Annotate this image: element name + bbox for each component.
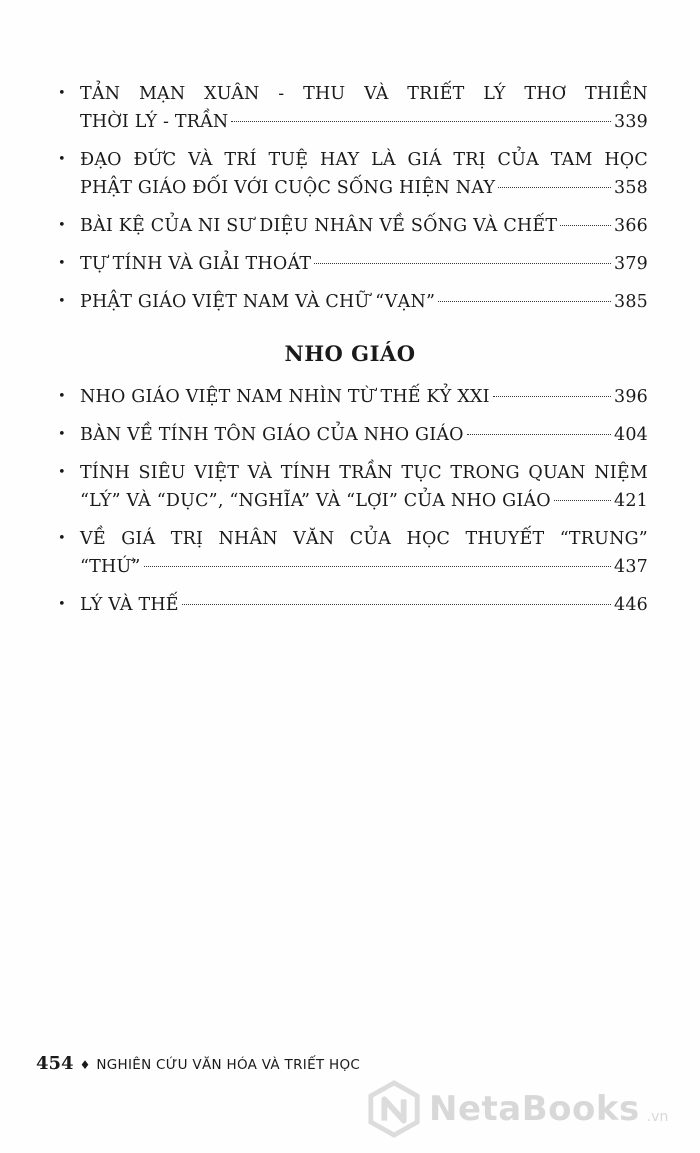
word: GIÁ (121, 529, 156, 549)
word: THU (303, 84, 346, 104)
bullet-icon: • (58, 531, 66, 546)
page-number: 404 (613, 425, 648, 445)
page-number: 358 (613, 178, 648, 198)
page-number: 385 (613, 292, 648, 312)
toc-entry-title (80, 525, 648, 553)
watermark (365, 1080, 668, 1138)
bullet-icon: • (58, 465, 66, 480)
word: THUYẾT (465, 529, 545, 549)
toc-entry[interactable] (58, 288, 648, 316)
word: CỦA (497, 150, 539, 170)
word: VÀ (364, 84, 389, 104)
footer-book-title: NGHIÊN CỨU VĂN HÓA VÀ TRIẾT HỌC (96, 1057, 361, 1073)
toc-entry-title-cont: PHẬT GIÁO ĐỐI VỚI CUỘC SỐNG HIỆN NAY (80, 178, 496, 198)
toc-entry-title-cont: “THỨ” (80, 557, 141, 577)
netabooks-logo-icon (365, 1080, 423, 1138)
toc-entry[interactable] (58, 459, 648, 515)
page-number: 421 (613, 491, 648, 511)
bullet-icon: • (58, 86, 66, 101)
word: VÀ (188, 150, 213, 170)
watermark-suffix: .vn (646, 1109, 669, 1125)
dot-leader (493, 396, 611, 397)
word: MẠN (138, 84, 186, 104)
toc-entry-title: TỰ TÍNH VÀ GIẢI THOÁT (80, 254, 312, 274)
word: THIỀN (584, 84, 648, 104)
word: VÀ (247, 463, 273, 483)
word: XUÂN (204, 84, 260, 104)
page-number: 437 (613, 557, 648, 577)
toc-entry[interactable] (58, 383, 648, 411)
word: TRỊ (170, 529, 204, 549)
bullet-icon: • (58, 427, 66, 442)
toc-entry-title (80, 80, 648, 108)
toc-list-buddhism (58, 80, 648, 326)
toc-list-confucianism (58, 383, 648, 629)
word: QUAN (528, 463, 586, 483)
word: LÀ (371, 150, 396, 170)
word: NIỆM (594, 463, 648, 483)
toc-entry-title: BÀN VỀ TÍNH TÔN GIÁO CỦA NHO GIÁO (80, 425, 464, 445)
word: HAY (320, 150, 360, 170)
bullet-icon: • (58, 389, 66, 404)
dot-leader (438, 301, 611, 302)
word: TRIẾT (407, 84, 465, 104)
word: VIỆT (194, 463, 240, 483)
toc-entry-title: BÀI KỆ CỦA NI SƯ DIỆU NHÂN VỀ SỐNG VÀ CHẾT (80, 216, 558, 236)
word: TẢN (80, 84, 121, 104)
word: TRÍ (224, 150, 257, 170)
dot-leader (498, 187, 611, 188)
word: VĂN (293, 529, 335, 549)
toc-entry[interactable] (58, 591, 648, 619)
toc-entry[interactable] (58, 525, 648, 581)
word: TRỊ (453, 150, 486, 170)
toc-entry-title: LÝ VÀ THẾ (80, 595, 179, 615)
toc-entry-title (80, 146, 648, 174)
word: CỦA (349, 529, 392, 549)
bullet-icon: • (58, 597, 66, 612)
toc-entry-title (80, 459, 648, 487)
dot-leader (231, 121, 611, 122)
toc-entry[interactable] (58, 146, 648, 202)
word: HỌC (604, 150, 648, 170)
toc-entry-title-cont: THỜI LÝ - TRẦN (80, 112, 229, 132)
page-number: 446 (613, 595, 648, 615)
word: TÍNH (280, 463, 331, 483)
watermark-brand: NetaBooks (429, 1089, 640, 1129)
dot-leader (182, 604, 611, 605)
page-footer (36, 1053, 360, 1074)
dot-leader (144, 566, 611, 567)
page-number: 396 (613, 387, 648, 407)
section-heading: NHO GIÁO (284, 341, 416, 366)
toc-entry[interactable] (58, 250, 648, 278)
word: THƠ (524, 84, 567, 104)
word: LÝ (483, 84, 506, 104)
page-number: 366 (613, 216, 648, 236)
dot-leader (314, 263, 611, 264)
toc-entry-title: PHẬT GIÁO VIỆT NAM VÀ CHỮ “VẠN” (80, 292, 436, 312)
page-number: 339 (613, 112, 648, 132)
toc-entry[interactable] (58, 212, 648, 240)
word: VỀ (80, 529, 106, 549)
word: ĐẠO (80, 150, 122, 170)
word: NHÂN (218, 529, 278, 549)
diamond-icon: ♦ (79, 1058, 91, 1072)
toc-entry-title: NHO GIÁO VIỆT NAM NHÌN TỪ THẾ KỶ XXI (80, 387, 490, 407)
toc-entry[interactable] (58, 421, 648, 449)
word: TAM (550, 150, 593, 170)
word: TUỆ (268, 150, 309, 170)
word: “TRUNG” (559, 529, 648, 549)
word: HỌC (406, 529, 451, 549)
toc-entry-title-cont: “LÝ” VÀ “DỤC”, “NGHĨA” VÀ “LỢI” CỦA NHO GIÁO (80, 491, 551, 511)
word: GIÁ (407, 150, 442, 170)
bullet-icon: • (58, 218, 66, 233)
word: ĐỨC (133, 150, 177, 170)
dot-leader (554, 500, 611, 501)
bullet-icon: • (58, 256, 66, 271)
dot-leader (467, 434, 611, 435)
page-number: 379 (613, 254, 648, 274)
word: SIÊU (138, 463, 186, 483)
dot-leader (560, 225, 611, 226)
bullet-icon: • (58, 152, 66, 167)
bullet-icon: • (58, 294, 66, 309)
word: - (278, 84, 285, 104)
word: TRẦN (339, 463, 393, 483)
toc-entry[interactable] (58, 80, 648, 136)
footer-page-number: 454 (36, 1053, 74, 1074)
word: TỤC (401, 463, 442, 483)
word: TRONG (450, 463, 520, 483)
word: TÍNH (80, 463, 130, 483)
